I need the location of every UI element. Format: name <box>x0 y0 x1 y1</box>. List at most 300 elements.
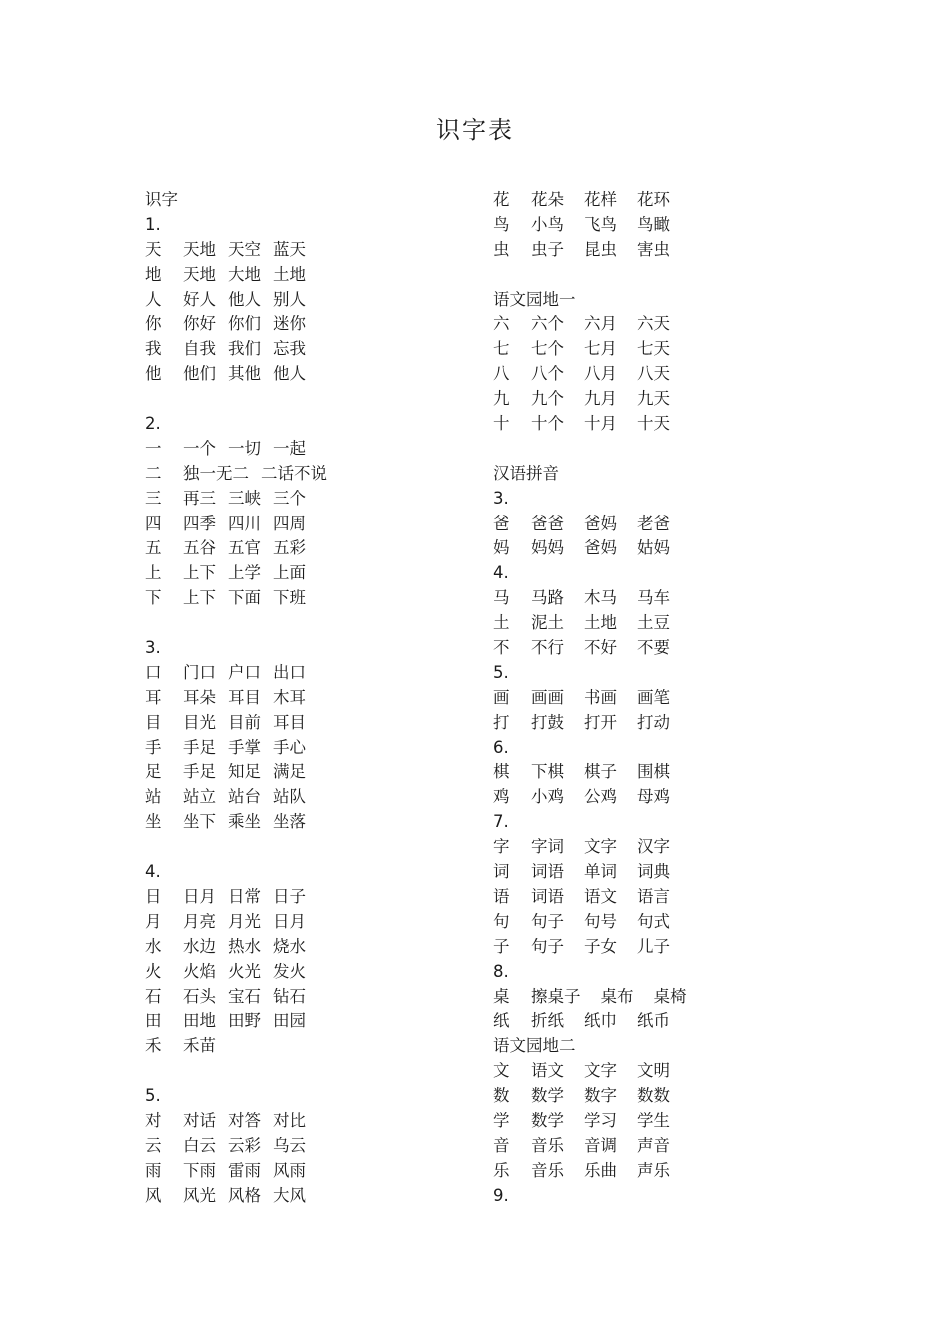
word: 不要 <box>637 638 670 658</box>
character-row <box>145 312 475 337</box>
word: 七天 <box>637 339 670 359</box>
character-row <box>145 960 475 985</box>
character-row <box>145 1159 475 1184</box>
character-row <box>145 711 475 736</box>
character: 风 <box>145 1185 162 1205</box>
word: 月光 <box>228 911 261 931</box>
word: 句式 <box>637 911 670 931</box>
character: 手 <box>145 737 162 757</box>
word: 子女 <box>584 936 617 956</box>
word: 一起 <box>273 438 306 458</box>
word: 门口 <box>183 662 216 682</box>
character-row <box>493 536 823 561</box>
character-row <box>493 213 823 238</box>
word: 下棋 <box>531 762 564 782</box>
word: 云彩 <box>228 1135 261 1155</box>
word: 词语 <box>531 886 564 906</box>
character: 口 <box>145 662 162 682</box>
character: 五 <box>145 538 162 558</box>
character-row <box>493 387 823 412</box>
word: 小鸡 <box>531 787 564 807</box>
word: 手足 <box>183 762 216 782</box>
section-heading: 2. <box>145 414 161 434</box>
character-row <box>493 238 823 263</box>
character: 六 <box>493 314 510 334</box>
word: 语文 <box>584 886 617 906</box>
character-row <box>493 885 823 910</box>
word: 日月 <box>273 911 306 931</box>
character: 你 <box>145 314 162 334</box>
character: 二 <box>145 463 162 483</box>
character: 田 <box>145 1011 162 1031</box>
word: 句子 <box>531 936 564 956</box>
character-row <box>493 910 823 935</box>
character-row <box>145 1109 475 1134</box>
character-row <box>493 935 823 960</box>
section-heading: 3. <box>145 638 161 658</box>
character-row <box>145 362 475 387</box>
character-row <box>145 288 475 313</box>
character: 石 <box>145 986 162 1006</box>
word: 泥土 <box>531 613 564 633</box>
word: 声乐 <box>637 1160 670 1180</box>
word: 风光 <box>183 1185 216 1205</box>
word: 乌云 <box>273 1135 306 1155</box>
section-heading: 1. <box>145 214 161 234</box>
word: 书画 <box>584 687 617 707</box>
word: 姑妈 <box>637 538 670 558</box>
character: 句 <box>493 911 510 931</box>
word: 数学 <box>531 1110 564 1130</box>
character: 纸 <box>493 1011 510 1031</box>
word: 日子 <box>273 886 306 906</box>
character-row <box>493 188 823 213</box>
blank-line <box>145 1059 475 1084</box>
word: 站立 <box>183 787 216 807</box>
word: 他人 <box>228 289 261 309</box>
character: 语 <box>493 886 510 906</box>
word: 单词 <box>584 862 617 882</box>
character-row <box>145 736 475 761</box>
word: 五官 <box>228 538 261 558</box>
character-row <box>493 636 823 661</box>
word: 花样 <box>584 190 617 209</box>
word: 下面 <box>228 588 261 608</box>
word: 对比 <box>273 1110 306 1130</box>
word: 八天 <box>637 364 670 384</box>
word: 公鸡 <box>584 787 617 807</box>
word: 白云 <box>183 1135 216 1155</box>
left-column <box>145 188 475 1209</box>
word: 母鸡 <box>637 787 670 807</box>
character-row <box>493 1059 823 1084</box>
word: 十个 <box>531 414 564 434</box>
word: 我们 <box>228 339 261 359</box>
character: 坐 <box>145 812 162 832</box>
word: 土地 <box>273 264 306 284</box>
word: 站台 <box>228 787 261 807</box>
character: 妈 <box>493 538 510 558</box>
word: 水边 <box>183 936 216 956</box>
word: 数字 <box>584 1086 617 1106</box>
word: 词典 <box>637 862 670 882</box>
character-row <box>493 1009 823 1034</box>
word: 其他 <box>228 364 261 384</box>
character: 不 <box>493 638 510 658</box>
section-heading: 识字 <box>145 190 178 209</box>
word: 爸妈 <box>584 538 617 558</box>
word: 宝石 <box>228 986 261 1006</box>
word: 九天 <box>637 389 670 409</box>
character-row <box>493 985 823 1010</box>
section-heading: 4. <box>493 563 509 583</box>
character-row <box>493 362 823 387</box>
word: 天空 <box>228 239 261 259</box>
word: 马路 <box>531 588 564 608</box>
word: 站队 <box>273 787 306 807</box>
character: 数 <box>493 1086 510 1106</box>
character: 天 <box>145 239 162 259</box>
character-row <box>493 1159 823 1184</box>
character: 地 <box>145 264 162 284</box>
word: 下雨 <box>183 1160 216 1180</box>
word: 音调 <box>584 1135 617 1155</box>
section-heading: 5. <box>145 1086 161 1106</box>
blank-line <box>145 387 475 412</box>
word: 木马 <box>584 588 617 608</box>
word: 田园 <box>273 1011 306 1031</box>
character: 日 <box>145 886 162 906</box>
word: 学生 <box>637 1110 670 1130</box>
word: 六月 <box>584 314 617 334</box>
word: 天地 <box>183 264 216 284</box>
section-heading: 汉语拼音 <box>493 463 559 483</box>
word: 打鼓 <box>531 712 564 732</box>
word: 好人 <box>183 289 216 309</box>
word: 乘坐 <box>228 812 261 832</box>
character-row <box>493 686 823 711</box>
word: 鸟瞰 <box>637 214 670 234</box>
word: 禾苗 <box>183 1036 216 1056</box>
word: 火光 <box>228 961 261 981</box>
word: 六个 <box>531 314 564 334</box>
character: 目 <box>145 712 162 732</box>
character: 马 <box>493 588 510 608</box>
word: 五谷 <box>183 538 216 558</box>
word: 乐曲 <box>584 1160 617 1180</box>
word: 三个 <box>273 488 306 508</box>
word: 字词 <box>531 837 564 857</box>
character-row <box>145 985 475 1010</box>
word: 日月 <box>183 886 216 906</box>
character-row <box>493 760 823 785</box>
word: 他人 <box>273 364 306 384</box>
character: 土 <box>493 613 510 633</box>
character: 鸟 <box>493 214 510 234</box>
word: 打开 <box>584 712 617 732</box>
character: 音 <box>493 1135 510 1155</box>
word: 天地 <box>183 239 216 259</box>
character: 上 <box>145 563 162 583</box>
word: 花环 <box>637 190 670 209</box>
word: 田地 <box>183 1011 216 1031</box>
section-heading: 5. <box>493 662 509 682</box>
word: 一个 <box>183 438 216 458</box>
word: 音乐 <box>531 1160 564 1180</box>
character: 文 <box>493 1061 510 1081</box>
character-row <box>145 1134 475 1159</box>
word: 日常 <box>228 886 261 906</box>
word: 学习 <box>584 1110 617 1130</box>
character: 打 <box>493 712 510 732</box>
blank-line <box>145 835 475 860</box>
character: 雨 <box>145 1160 162 1180</box>
word: 小鸟 <box>531 214 564 234</box>
character: 八 <box>493 364 510 384</box>
character-row <box>493 1084 823 1109</box>
word: 一切 <box>228 438 261 458</box>
word: 数数 <box>637 1086 670 1106</box>
character: 爸 <box>493 513 510 533</box>
word: 上下 <box>183 563 216 583</box>
character: 学 <box>493 1110 510 1130</box>
word: 四季 <box>183 513 216 533</box>
character-row <box>493 611 823 636</box>
word: 独一无二 <box>183 463 249 483</box>
right-column <box>493 188 823 1209</box>
word: 音乐 <box>531 1135 564 1155</box>
word: 十天 <box>637 414 670 434</box>
word: 目前 <box>228 712 261 732</box>
character-row <box>145 238 475 263</box>
word: 他们 <box>183 364 216 384</box>
word: 昆虫 <box>584 239 617 259</box>
word: 词语 <box>531 862 564 882</box>
character: 禾 <box>145 1036 162 1056</box>
character-row <box>493 785 823 810</box>
word: 月亮 <box>183 911 216 931</box>
word: 九月 <box>584 389 617 409</box>
character-row <box>493 412 823 437</box>
character-row <box>493 835 823 860</box>
word: 六天 <box>637 314 670 334</box>
character-row <box>145 1034 475 1059</box>
character-row <box>145 935 475 960</box>
word: 画画 <box>531 687 564 707</box>
character-row <box>145 686 475 711</box>
word: 妈妈 <box>531 538 564 558</box>
character: 四 <box>145 513 162 533</box>
character-row <box>493 1134 823 1159</box>
word: 大地 <box>228 264 261 284</box>
word: 坐下 <box>183 812 216 832</box>
character: 词 <box>493 862 510 882</box>
character: 子 <box>493 936 510 956</box>
character: 一 <box>145 438 162 458</box>
character: 我 <box>145 339 162 359</box>
word: 马车 <box>637 588 670 608</box>
character-row <box>145 1009 475 1034</box>
section-heading: 7. <box>493 812 509 832</box>
word: 发火 <box>273 961 306 981</box>
character-row <box>493 1109 823 1134</box>
word: 风格 <box>228 1185 261 1205</box>
word: 对话 <box>183 1110 216 1130</box>
word: 下班 <box>273 588 306 608</box>
word: 儿子 <box>637 936 670 956</box>
word: 上下 <box>183 588 216 608</box>
word: 你们 <box>228 314 261 334</box>
word: 害虫 <box>637 239 670 259</box>
character-row <box>145 487 475 512</box>
word: 蓝天 <box>273 239 306 259</box>
word: 你好 <box>183 314 216 334</box>
word: 钻石 <box>273 986 306 1006</box>
word: 七个 <box>531 339 564 359</box>
character-row <box>145 561 475 586</box>
word: 爸妈 <box>584 513 617 533</box>
word: 石头 <box>183 986 216 1006</box>
character: 水 <box>145 936 162 956</box>
character-row <box>493 337 823 362</box>
character-row <box>145 910 475 935</box>
word: 句号 <box>584 911 617 931</box>
word: 手足 <box>183 737 216 757</box>
character: 足 <box>145 762 162 782</box>
character: 棋 <box>493 762 510 782</box>
word: 老爸 <box>637 513 670 533</box>
character-row <box>145 760 475 785</box>
word: 桌椅 <box>653 986 687 1006</box>
word: 飞鸟 <box>584 214 617 234</box>
character-row <box>493 860 823 885</box>
word: 出口 <box>273 662 306 682</box>
word: 大风 <box>273 1185 306 1205</box>
word: 木耳 <box>273 687 306 707</box>
character-row <box>145 512 475 537</box>
section-heading: 9. <box>493 1185 509 1205</box>
word: 风雨 <box>273 1160 306 1180</box>
word: 目光 <box>183 712 216 732</box>
blank-line <box>145 611 475 636</box>
word: 十月 <box>584 414 617 434</box>
word: 九个 <box>531 389 564 409</box>
word: 耳目 <box>228 687 261 707</box>
character-row <box>493 512 823 537</box>
character: 他 <box>145 364 162 384</box>
character-row <box>493 586 823 611</box>
word: 火焰 <box>183 961 216 981</box>
section-heading: 3. <box>493 488 509 508</box>
word: 热水 <box>228 936 261 956</box>
character: 乐 <box>493 1160 510 1180</box>
character-row <box>145 337 475 362</box>
word: 桌布 <box>600 986 634 1006</box>
word: 句子 <box>531 911 564 931</box>
character: 十 <box>493 414 510 434</box>
word: 不行 <box>531 638 564 658</box>
character: 站 <box>145 787 162 807</box>
word: 手心 <box>273 737 306 757</box>
word: 耳朵 <box>183 687 216 707</box>
word: 纸币 <box>637 1011 670 1031</box>
word: 五彩 <box>273 538 306 558</box>
word: 七月 <box>584 339 617 359</box>
section-heading: 8. <box>493 961 509 981</box>
word: 棋子 <box>584 762 617 782</box>
character: 字 <box>493 837 510 857</box>
word: 文字 <box>584 837 617 857</box>
word: 爸爸 <box>531 513 564 533</box>
word: 汉字 <box>637 837 670 857</box>
character: 人 <box>145 289 162 309</box>
word: 不好 <box>584 638 617 658</box>
character: 耳 <box>145 687 162 707</box>
word: 再三 <box>183 488 216 508</box>
blank-line <box>493 263 823 288</box>
character: 桌 <box>493 986 510 1006</box>
word: 纸巾 <box>584 1011 617 1031</box>
character: 虫 <box>493 239 510 259</box>
character: 画 <box>493 687 510 707</box>
word: 户口 <box>228 662 261 682</box>
character-row <box>145 661 475 686</box>
section-heading: 语文园地一 <box>493 289 576 309</box>
word: 别人 <box>273 289 306 309</box>
word: 忘我 <box>273 339 306 359</box>
word: 对答 <box>228 1110 261 1130</box>
section-heading: 6. <box>493 737 509 757</box>
word: 围棋 <box>637 762 670 782</box>
character-row <box>145 437 475 462</box>
word: 坐落 <box>273 812 306 832</box>
character: 花 <box>493 190 510 209</box>
word: 声音 <box>637 1135 670 1155</box>
character-row <box>145 263 475 288</box>
blank-line <box>493 437 823 462</box>
character: 下 <box>145 588 162 608</box>
word: 田野 <box>228 1011 261 1031</box>
word: 四川 <box>228 513 261 533</box>
word: 手掌 <box>228 737 261 757</box>
word: 上学 <box>228 563 261 583</box>
character: 鸡 <box>493 787 510 807</box>
word: 文字 <box>584 1061 617 1081</box>
character: 月 <box>145 911 162 931</box>
character-row <box>145 586 475 611</box>
word: 八月 <box>584 364 617 384</box>
word: 满足 <box>273 762 306 782</box>
character: 三 <box>145 488 162 508</box>
character-row <box>145 536 475 561</box>
word: 自我 <box>183 339 216 359</box>
character-row <box>145 1184 475 1209</box>
word: 数学 <box>531 1086 564 1106</box>
character-row <box>145 885 475 910</box>
word: 虫子 <box>531 239 564 259</box>
word: 知足 <box>228 762 261 782</box>
page-title: 识字表 <box>436 116 514 144</box>
word: 迷你 <box>273 314 306 334</box>
character: 九 <box>493 389 510 409</box>
character-row <box>145 785 475 810</box>
word: 语文 <box>531 1061 564 1081</box>
word: 雷雨 <box>228 1160 261 1180</box>
word: 土豆 <box>637 613 670 633</box>
word: 土地 <box>584 613 617 633</box>
word: 烧水 <box>273 936 306 956</box>
word: 文明 <box>637 1061 670 1081</box>
